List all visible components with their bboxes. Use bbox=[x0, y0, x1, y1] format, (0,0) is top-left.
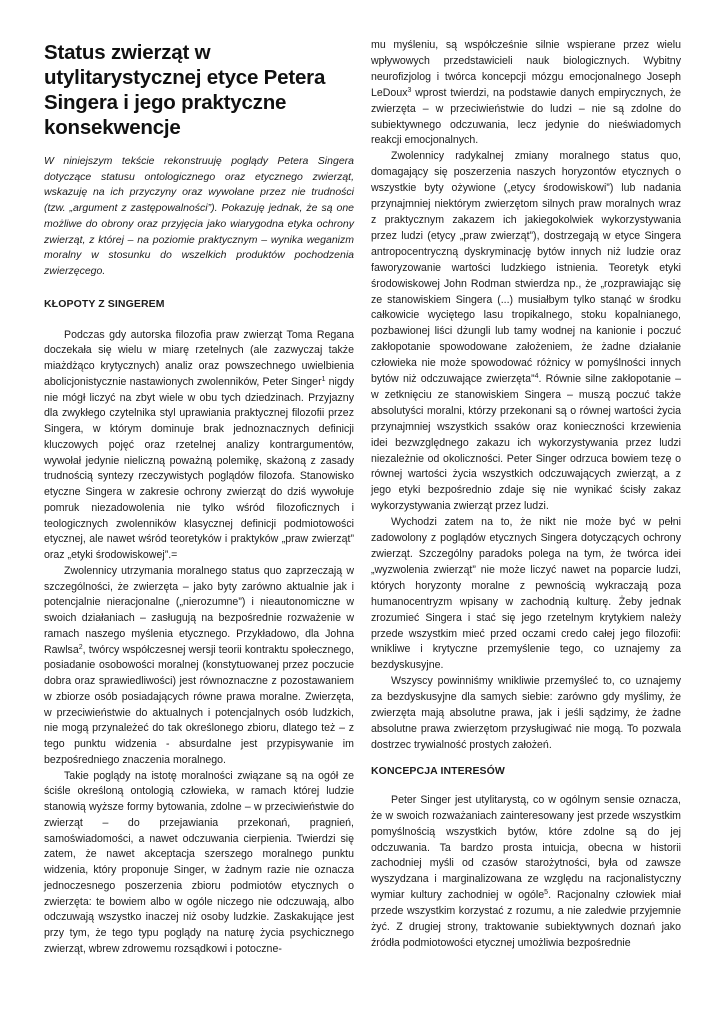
paragraph: Zwolennicy utrzymania moralnego status quo zaprzeczają w szczególności, że zwierzęta – jako byty zarówno aktualnie jak i potencjalnie nieracjonalne („nierozumne”) i nieautonomiczne w swoich działaniach – zasługują na bezpośrednie rozważenie w ramach naszego myślenia etycznego. Przykładowo, dla Johna Rawlsa$^2$, twórcy współczesnej wersji teorii kontraktu społecznego, posiadanie osobowości moralnej (konstytuowanej przez poczucie dobra oraz sprawiedliwości) jest równoznaczne z pozostawaniem w zbiorze osób posiadających równe prawa moralne. Zwierzęta, w przeciwieństwie do aktualnych i potencjalnych osób ludzkich, nie mogą przynależeć do tak określonego zbioru, dlatego też – z tego punktu widzenia - absurdalne jest przypisywanie im bezpośredniego znaczenia moralnego. bbox=[44, 564, 354, 766]
footnote-ref[interactable]: 4 bbox=[534, 373, 539, 381]
footnote-ref[interactable]: 5 bbox=[544, 889, 549, 897]
abstract: W niniejszym tekście rekonstruuję poglądy Petera Singera dotyczące statusu ontologicznego oraz etycznego zwierząt, wskazuję na ich przyczyny oraz wywołane przez nie trudności (tzw. „argument z zastępowalności”). Pokazuję jednak, że są one możliwe do obrony oraz przyjęcia jako wiarygodna etyka ochrony zwierząt, z której – na poziomie praktycznym – wynika weganizm moralny w stosunku do wszelkich produktów pochodzenia zwierzęcego. bbox=[44, 155, 354, 277]
footnote-ref[interactable]: 1 bbox=[321, 375, 326, 383]
footnote-ref[interactable]: 2 bbox=[78, 643, 83, 651]
article-title: Status zwierząt w utylitarystycznej etyce Petera Singera i jego praktyczne konsekwencje bbox=[44, 41, 326, 139]
right-column bbox=[371, 38, 681, 952]
section-heading-koncepcja: KONCEPCJA INTERESÓW bbox=[371, 764, 505, 777]
paragraph: Wychodzi zatem na to, że nikt nie może być w pełni zadowolony z poglądów etycznych Singera dotyczących ochrony zwierząt. Szczególny paradoks polega na tym, że twórca idei „wyzwolenia zwierząt” nie może liczyć nawet na poparcie ludzi, których horyzonty moralne z pewnością wykraczają poza humanocentryzm wpisany w zachodnią kulturę. Żeby jednak zrozumieć Singera i stać się jego rzetelnym krytykiem należy przede wszystkim mieć przed oczami credo całej jego filozofii: wnikliwe i krytyczne przemyślenie tego, co uznajemy za bezdyskusyjne. bbox=[371, 516, 681, 672]
paragraph: Peter Singer jest utylitarystą, co w ogólnym sensie oznacza, że w swoich rozważaniach zainteresowany jest przede wszystkim pomyślnością wszystkich bytów, które zdolne są do jej odczuwania. Ta bardzo prosta intuicja, obecna w historii zachodniej myśli od czasów starożytności, była od zawsze wyszydzana i marginalizowana ze względu na racjonalistyczny wymiar kultury zachodniej w ogóle$^5$. Racjonalny człowiek miał przede wszystkim korzystać z rozumu, a nie zaledwie przyjemnie żyć. Z drugiej strony, traktowanie subiektywnych doznań jako źródła podmiotowości etycznej umożliwia bezpośrednie bbox=[371, 793, 682, 949]
section-heading-klopoty: KŁOPOTY Z SINGEREM bbox=[44, 297, 165, 310]
footnote-ref[interactable]: 3 bbox=[407, 86, 412, 94]
paragraph: Podczas gdy autorska filozofia praw zwierząt Toma Regana doczekała się wielu w miarę rzetelnych (ale zazwyczaj także miażdżąco krytycznych) analiz oraz powszechnego uwielbienia abolicjonistycznie nastawionych zwolenników, Peter Singer$^1$ nigdy nie mógł liczyć na zbyt wiele w obu tych dziedzinach. Przyjazny dla zwykłego czytelnika styl uprawiania praktycznej filozofii przez Singera, w którym dominuje brak jednoznacznych definicji kluczowych pojęć oraz rzetelnej analizy kontrargumentów, wywołał jedynie nieliczną poważną polemikę, skażoną z zasady trudnością syntezy rzeczywistych poglądów filozofa. Stanowisko etyczne Singera w zakresie ochrony zwierząt do dziś wywołuje pomruk niezadowolenia nie tylko wśród filozoficznych i teologicznych zwolenników klasycznej definicji podmiotowości etycznej, ale nawet wśród teoretyków i praktyków „praw zwierząt” oraz „etyki środowiskowej”.= bbox=[44, 328, 354, 562]
paragraph: Wszyscy powinniśmy wnikliwie przemyśleć to, co uznajemy za bezdyskusyjne dla samych siebie: zarówno gdy myślimy, że zwierzęta mają absolutne prawa, jak i jeśli sądzimy, że żadne absolutne prawa zwierzętom przysługiwać nie mogą. To pozwala dostrzec trywialność prostych założeń. bbox=[371, 675, 681, 751]
paragraph: Takie poglądy na istotę moralności związane są na ogół ze ściśle określoną ontologią człowieka, w ramach której ludzie stanowią wyższe formy bytowania, zdolne – w przeciwieństwie do zwierząt – do przejawiania przekonań, pragnień, samoświadomości, a nawet odczuwania cierpienia. Twierdzi się zatem, że nawet akceptacja szerszego moralnego punktu widzenia, który proponuje Singer, w żadnym razie nie oznacza jednoczesnego poszerzenia zbioru podmiotów etycznych o zwierzęta: te bowiem albo w ogóle niczego nie odczuwają, albo odczuwają wszystko inaczej niż osoby ludzkie. Zaskakujące jest przy tym, że tego typu poglądy na naturę życia psychicznego zwierząt, wbrew zdrowemu rozsądkowi i potoczne- bbox=[44, 769, 354, 955]
left-column bbox=[44, 40, 354, 958]
paragraph: mu myśleniu, są współcześnie silnie wspierane przez wielu wpływowych przedstawicieli nauk biologicznych. Wybitny neurofizjolog i twórca koncepcji mózgu emocjonalnego Joseph LeDoux$^3$ wprost twierdzi, na podstawie danych empirycznych, że zwierzęta – w przeciwieństwie do ludzi – nie są zdolne do subiektywnego odczuwania, lecz jedynie do nieświadomych reakcji emocjonalnych. bbox=[371, 39, 681, 147]
paragraph: Zwolennicy radykalnej zmiany moralnego status quo, domagający się poszerzenia naszych horyzontów etycznych o wszystkie byty ożywione („etycy środowiskowi”) lub nadania przynajmniej niektórym zwierzętom silnych praw moralnych wraz z praktycznym zakazem ich jakiegokolwiek wykorzystywania przez ludzi (etycy „praw zwierząt”), dostrzegają w etyce Singera antropocentryczną dyskryminację bytów innych niż ludzie oraz faworyzowanie wartości ludzkiego istnienia. Teoretyk etyki środowiskowej John Rodman stwierdza np., że „rozprawiając się ze stanowiskiem Singera (...) musiałbym tylko stanąć w środku całkowicie wyciętego lasu tropikalnego, stoku kopalnianego, pozbawionej liści dżungli lub tamy wodnej na kanionie i poczuć zakłopotanie spowodowane założeniem, że żadne działanie człowieka nie może spowodować różnicy w pomyślności innych bytów niż odczuwające zwierzęta”$^4$. Równie silne zakłopotanie – w zetknięciu ze stanowiskiem Singera – muszą poczuć także absolutyści moralni, którzy przekonani są o równej wartości życia przynajmniej wszystkich ssaków oraz konieczności krzewienia idei bezwzględnego zakazu ich wykorzystywania przez ludzi niezależnie od okoliczności. Peter Singer odrzuca bowiem tezę o równej wartości życia wszystkich odczuwających zwierząt, a z jego etyki bezpośrednio zdaje się nie wynikać ścisły zakaz wykorzystywania zwierząt przez ludzi. bbox=[371, 150, 681, 513]
